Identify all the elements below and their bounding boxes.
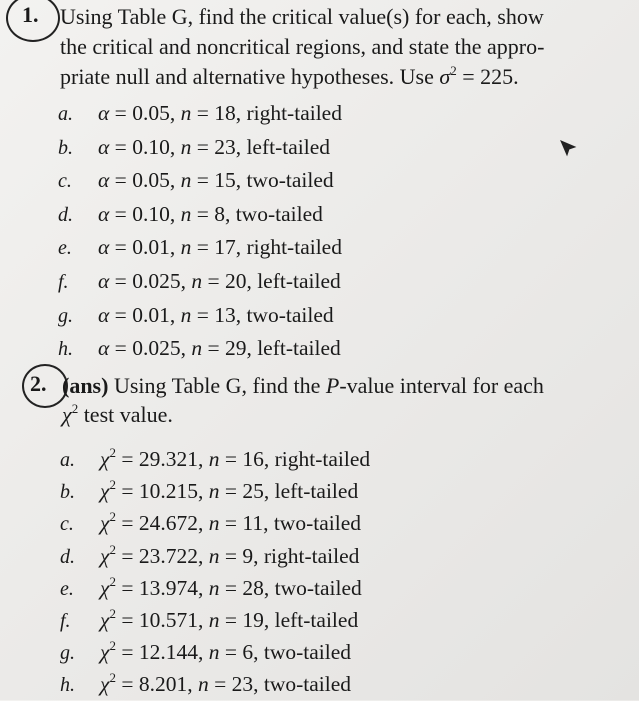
item-expression: $\chi^2 = 10.571$, n = 19, left-tailed <box>100 606 359 632</box>
tail-type: right-tailed <box>246 101 342 125</box>
problem-1-item <box>58 198 323 230</box>
problem-1-line-2: the critical and noncritical regions, and state the appro- <box>60 34 545 59</box>
chi-value: 24.672 <box>138 511 198 536</box>
tail-type: left-tailed <box>257 336 341 361</box>
n-value: 20 <box>224 269 247 293</box>
tail-type: left-tailed <box>274 479 359 504</box>
sigma-superscript: 2 <box>450 63 457 78</box>
alpha-value: 0.01 <box>132 235 170 260</box>
problem-2-line-1 <box>62 371 544 401</box>
chi-superscript: 2 <box>109 509 116 525</box>
problem-2-item <box>60 572 362 604</box>
tail-type: two-tailed <box>263 672 352 697</box>
n-symbol: n <box>180 168 192 193</box>
n-symbol: n <box>208 543 220 568</box>
item-expression: α = 0.025, n = 20, left-tailed <box>98 269 341 293</box>
n-symbol: n <box>191 336 203 361</box>
item-letter: h. <box>58 338 73 361</box>
alpha-symbol: α <box>98 336 110 361</box>
item-letter: f. <box>60 610 71 632</box>
item-letter: c. <box>60 513 74 536</box>
alpha-symbol: α <box>98 302 110 327</box>
item-expression: α = 0.10, n = 8, two-tailed <box>98 201 323 226</box>
chi-value: 10.571 <box>138 608 198 632</box>
item-expression: $\chi^2 = 12.144$, n = 6, two-tailed <box>100 638 352 665</box>
tail-type: two-tailed <box>274 575 362 600</box>
n-value: 8 <box>214 201 225 226</box>
problem-1-item <box>58 231 342 263</box>
problem-1-line-3-text: priate null and alternative hypotheses. Use <box>60 64 440 89</box>
sigma-symbol: σ <box>439 64 451 89</box>
problem-2-ans-prefix: (ans) <box>62 373 109 398</box>
n-symbol: n <box>208 640 220 665</box>
item-expression: α = 0.05, n = 15, two-tailed <box>98 168 334 193</box>
item-letter: a. <box>58 103 73 125</box>
chi-symbol: χ <box>100 447 110 471</box>
p-italic: P <box>325 373 340 398</box>
chi-superscript: 2 <box>109 573 116 589</box>
n-value: 17 <box>214 235 236 260</box>
item-expression: $\chi^2 = 24.672$, n = 11, two-tailed <box>100 509 361 536</box>
problem-1-line-3 <box>60 62 519 92</box>
chi-superscript: 2 <box>109 638 116 654</box>
chi-symbol: χ <box>100 640 110 665</box>
mouse-cursor-icon <box>558 138 578 158</box>
alpha-value: 0.025 <box>132 269 181 293</box>
n-value: 19 <box>242 608 264 632</box>
n-value: 16 <box>242 447 264 471</box>
chi-value: 10.215 <box>138 479 198 504</box>
tail-type: right-tailed <box>263 543 360 568</box>
item-letter: d. <box>58 203 73 226</box>
alpha-value: 0.05 <box>132 101 170 125</box>
problem-1-item <box>58 299 334 331</box>
item-expression: α = 0.025, n = 29, left-tailed <box>98 336 341 361</box>
tail-type: left-tailed <box>257 269 341 293</box>
tail-type: two-tailed <box>246 168 334 193</box>
problem-2-line-1-text: Using Table G, find the <box>108 373 326 398</box>
problem-2-item <box>60 636 351 668</box>
n-value: 28 <box>242 575 264 600</box>
alpha-symbol: α <box>98 201 110 226</box>
alpha-symbol: α <box>98 235 110 260</box>
tail-type: right-tailed <box>274 447 371 471</box>
n-value: 25 <box>242 479 264 504</box>
problem-2-item <box>60 540 359 572</box>
n-symbol: n <box>208 511 220 536</box>
chi-value: 13.974 <box>138 575 198 600</box>
item-expression: $\chi^2 = 10.215$, n = 25, left-tailed <box>100 477 359 504</box>
tail-type: left-tailed <box>246 134 331 159</box>
n-value: 18 <box>214 101 236 125</box>
item-expression: $\chi^2 = 29.321$, n = 16, right-tailed <box>100 445 371 471</box>
alpha-value: 0.025 <box>132 336 181 361</box>
tail-type: two-tailed <box>273 511 361 536</box>
problem-1-number: 1. <box>22 2 39 27</box>
n-symbol: n <box>197 672 209 697</box>
problem-2-line-1-tail: -value interval for each <box>339 373 544 398</box>
item-expression: $\chi^2 = 8.201$, n = 23, two-tailed <box>100 670 352 697</box>
problem-1-item <box>58 164 334 196</box>
n-symbol: n <box>208 479 220 504</box>
item-expression: α = 0.10, n = 23, left-tailed <box>98 134 331 159</box>
item-letter: h. <box>60 674 75 697</box>
chi-value: 23.722 <box>138 543 198 568</box>
chi-value: 8.201 <box>138 672 188 697</box>
chi-symbol: χ <box>62 402 72 427</box>
chi-symbol: χ <box>100 608 110 632</box>
alpha-value: 0.10 <box>132 134 170 159</box>
item-expression: α = 0.01, n = 17, right-tailed <box>98 235 342 260</box>
chi-superscript: 2 <box>109 541 116 557</box>
tail-type: two-tailed <box>235 201 323 226</box>
chi-superscript: 2 <box>71 401 79 416</box>
item-expression: $\chi^2 = 23.722$, n = 9, right-tailed <box>100 541 360 568</box>
n-symbol: n <box>208 608 220 632</box>
item-letter: g. <box>60 642 75 665</box>
n-value: 23 <box>214 134 236 159</box>
n-symbol: n <box>180 235 192 260</box>
problem-1-item <box>58 332 341 364</box>
chi-superscript: 2 <box>109 606 116 621</box>
problem-2-item <box>60 507 361 539</box>
problem-2-item <box>60 668 351 700</box>
problem-1-item <box>58 265 341 297</box>
problem-2-line-2-tail: test value. <box>78 402 173 427</box>
tail-type: two-tailed <box>263 640 352 665</box>
problem-1-item <box>58 97 342 129</box>
n-value: 23 <box>231 672 254 697</box>
chi-symbol: χ <box>100 543 110 568</box>
problem-2-line-2 <box>62 400 173 430</box>
n-value: 11 <box>242 511 264 536</box>
item-letter: a. <box>60 449 75 471</box>
n-symbol: n <box>180 302 192 327</box>
item-letter: g. <box>58 304 73 327</box>
problem-2-item <box>60 604 358 636</box>
problem-2-item <box>60 443 370 475</box>
sigma-value: = 225. <box>456 64 519 89</box>
n-symbol: n <box>208 575 220 600</box>
chi-value: 12.144 <box>138 640 198 665</box>
chi-symbol: χ <box>100 511 110 536</box>
tail-type: two-tailed <box>246 302 334 327</box>
item-letter: f. <box>58 271 69 293</box>
item-letter: e. <box>58 237 72 260</box>
chi-superscript: 2 <box>109 477 116 493</box>
alpha-value: 0.01 <box>132 302 170 327</box>
n-value: 6 <box>242 640 254 665</box>
n-value: 29 <box>224 336 247 361</box>
n-value: 13 <box>214 302 236 327</box>
n-symbol: n <box>180 201 192 226</box>
problem-1-item <box>58 131 330 163</box>
item-expression: α = 0.05, n = 18, right-tailed <box>98 101 342 125</box>
chi-symbol: χ <box>100 479 110 504</box>
tail-type: right-tailed <box>246 235 342 260</box>
problem-2-item <box>60 475 358 507</box>
item-letter: b. <box>58 136 73 159</box>
item-letter: e. <box>60 577 74 600</box>
problem-1-line-1: Using Table G, find the critical value(s) for each, show <box>60 4 544 29</box>
alpha-symbol: α <box>98 134 110 159</box>
n-symbol: n <box>208 447 220 471</box>
chi-value: 29.321 <box>138 447 198 471</box>
item-letter: c. <box>58 170 72 193</box>
alpha-symbol: α <box>98 168 110 193</box>
n-value: 9 <box>242 543 254 568</box>
n-symbol: n <box>180 101 192 125</box>
problem-2-number: 2. <box>30 371 47 396</box>
alpha-symbol: α <box>98 101 110 125</box>
n-symbol: n <box>191 269 203 293</box>
alpha-value: 0.05 <box>132 168 170 193</box>
chi-symbol: χ <box>100 672 110 697</box>
alpha-symbol: α <box>98 269 110 293</box>
chi-superscript: 2 <box>109 445 116 460</box>
alpha-value: 0.10 <box>132 201 170 226</box>
item-expression: $\chi^2 = 13.974$, n = 28, two-tailed <box>100 573 362 600</box>
item-letter: d. <box>60 545 75 568</box>
n-symbol: n <box>180 134 192 159</box>
item-letter: b. <box>60 481 75 504</box>
item-expression: α = 0.01, n = 13, two-tailed <box>98 302 334 327</box>
tail-type: left-tailed <box>274 608 359 632</box>
chi-superscript: 2 <box>109 670 116 686</box>
chi-symbol: χ <box>100 575 110 600</box>
n-value: 15 <box>214 168 236 193</box>
